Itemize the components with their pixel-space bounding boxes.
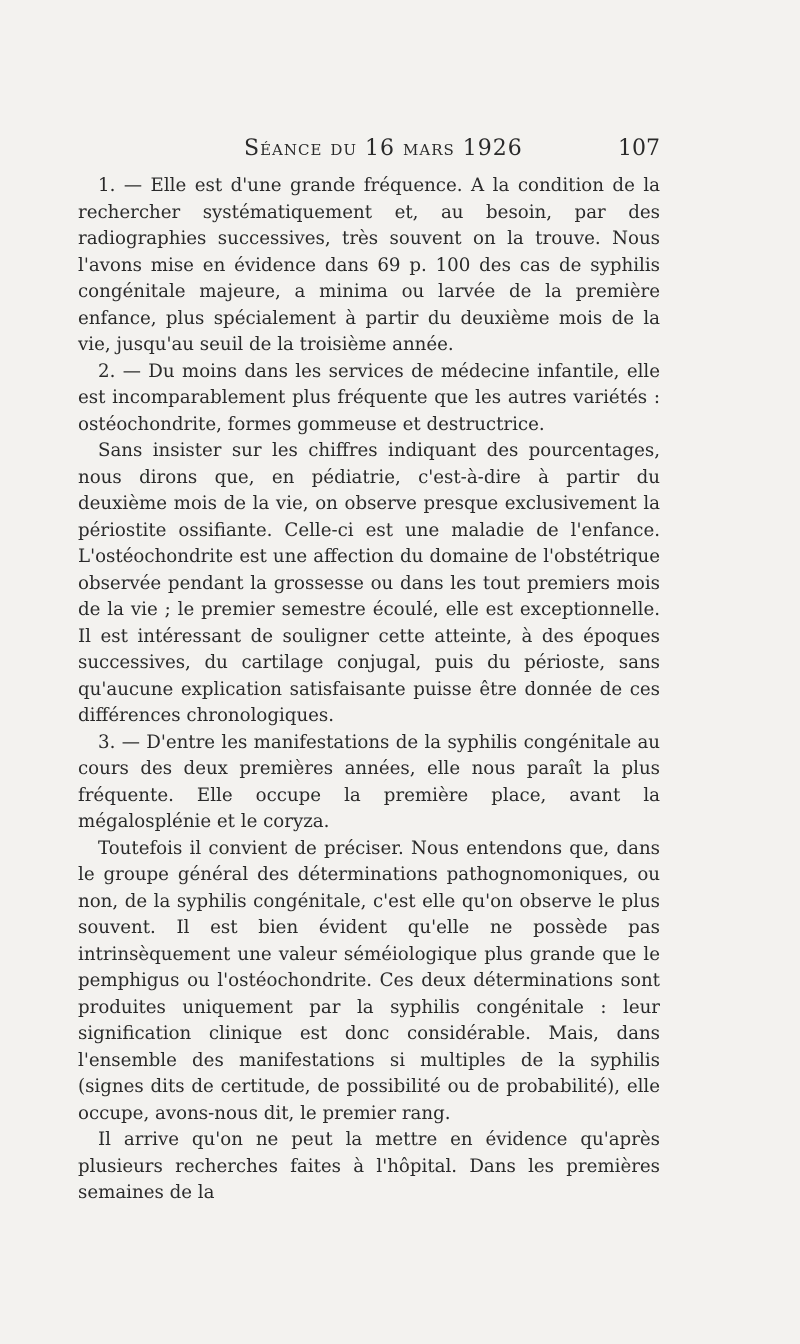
paragraph-point-3: 3. — D'entre les manifestations de la syphilis congénitale au cours des deux premières années, elle nous paraît la plus fréquente. Elle occupe la première place, avant la mégalosplénie et le coryza.	[78, 731, 660, 832]
page-header	[78, 136, 660, 168]
paragraph-point-2: 2. — Du moins dans les services de médecine infantile, elle est incomparablement plus fréquente que les autres variétés : ostéochondrite, formes gommeuse et destructrice.	[78, 360, 660, 435]
paragraph-pediatrie: Sans insister sur les chiffres indiquant des pourcentages, nous dirons que, en pédiatrie, c'est-à-dire à partir du deuxième mois de la vie, on observe presque exclusivement la périostite ossifiante. Celle-ci est une maladie de l'enfance. L'ostéochondrite est une affection du domaine de l'obstétrique observée pendant la grossesse ou dans les tout premiers mois de la vie ; le premier semestre écoulé, elle est exceptionnelle. Il est intéressant de souligner cette atteinte, à des époques successives, du cartilage conjugal, puis du périoste, sans qu'aucune explication satisfaisante puisse être donnée de ces différences chronologiques.	[78, 440, 660, 726]
paragraph-point-1: 1. — Elle est d'une grande fréquence. A la condition de la rechercher systématiquement et, au besoin, par des radiographies successives, très souvent on la trouve. Nous l'avons mise en évidence dans 69 p. 100 des cas de syphilis congénitale majeure, a minima ou larvée de la première enfance, plus spécialement à partir du deuxième mois de la vie, jusqu'au seuil de la troisième année.	[78, 175, 660, 355]
paragraph-toutefois: Toutefois il convient de préciser. Nous entendons que, dans le groupe général des déterminations pathognomoniques, ou non, de la syphilis congénitale, c'est elle qu'on observe le plus souvent. Il est bien évident qu'elle ne possède pas intrinsèquement une valeur séméiologique plus grande que le pemphigus ou l'ostéochondrite. Ces deux déterminations sont produites uniquement par la syphilis congénitale : leur signification clinique est donc considérable. Mais, dans l'ensemble des manifestations si multiples de la syphilis (signes dits de certitude, de possibilité ou de probabilité), elle occupe, avons-nous dit, le premier rang.	[78, 837, 660, 1124]
page-number: 107	[618, 136, 660, 161]
paragraph-il-arrive: Il arrive qu'on ne peut la mettre en évidence qu'après plusieurs recherches faites à l'hôpital. Dans les premières semaines de la	[78, 1129, 660, 1203]
running-title: Séance du 16 mars 1926	[244, 136, 523, 161]
body-text	[78, 173, 660, 1207]
